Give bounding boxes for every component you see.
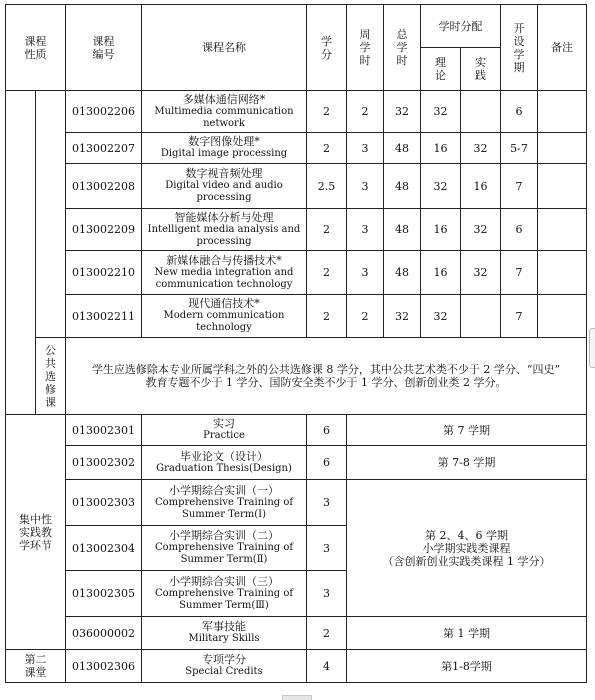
course-code: 013002208 xyxy=(66,164,142,209)
course-weekly: 3 xyxy=(347,133,384,164)
course-remark xyxy=(538,91,587,133)
header-weekly-hours: 周 学 时 xyxy=(347,5,384,91)
side-scroll-handle[interactable] xyxy=(589,328,595,368)
course-semester: 7 xyxy=(501,295,538,338)
table-row xyxy=(6,251,587,295)
course-credit: 6 xyxy=(307,415,347,446)
course-theory: 16 xyxy=(421,133,461,164)
course-name: 小学期综合实训（三） Comprehensive Training of Summer Term(Ⅲ) xyxy=(142,571,307,617)
course-total: 48 xyxy=(384,133,421,164)
bottom-page-strip xyxy=(282,695,312,700)
course-credit: 2 xyxy=(307,133,347,164)
course-weekly: 2 xyxy=(347,91,384,133)
course-code: 013002302 xyxy=(66,446,142,480)
course-weekly: 2 xyxy=(347,295,384,338)
table-row xyxy=(6,209,587,251)
course-code: 013002206 xyxy=(66,91,142,133)
header-code: 课程 编号 xyxy=(66,5,142,91)
course-weekly: 3 xyxy=(347,164,384,209)
course-credit: 3 xyxy=(307,526,347,571)
table-row xyxy=(6,415,587,446)
course-name: 数字视音频处理 Digital video and audio processing xyxy=(142,164,307,209)
table-row xyxy=(6,164,587,209)
course-code: 013002305 xyxy=(66,571,142,617)
course-name: 小学期综合实训（一） Comprehensive Training of Summer Term(Ⅰ) xyxy=(142,480,307,526)
course-credit: 3 xyxy=(307,571,347,617)
course-theory: 32 xyxy=(421,295,461,338)
curriculum-table xyxy=(5,4,587,683)
course-theory: 32 xyxy=(421,91,461,133)
course-remark xyxy=(538,295,587,338)
course-theory: 32 xyxy=(421,164,461,209)
table-row xyxy=(6,650,587,683)
course-code: 013002209 xyxy=(66,209,142,251)
course-code: 013002303 xyxy=(66,480,142,526)
course-name: 专项学分 Special Credits xyxy=(142,650,307,683)
course-weekly: 3 xyxy=(347,251,384,295)
course-semester: 6 xyxy=(501,91,538,133)
course-code: 013002207 xyxy=(66,133,142,164)
header-row xyxy=(6,5,587,48)
course-total: 32 xyxy=(384,91,421,133)
course-practice: 32 xyxy=(461,251,501,295)
course-name: 智能媒体分析与处理 Intelligent media analysis and processing xyxy=(142,209,307,251)
course-semester: 第 1 学期 xyxy=(347,617,587,650)
course-total: 48 xyxy=(384,164,421,209)
header-total-hours: 总 学 时 xyxy=(384,5,421,91)
course-semester: 7 xyxy=(501,251,538,295)
table-row xyxy=(6,91,587,133)
course-semester: 第 7 学期 xyxy=(347,415,587,446)
course-credit: 2 xyxy=(307,209,347,251)
course-practice xyxy=(461,91,501,133)
public-elective-row xyxy=(6,338,587,415)
header-practice: 实 践 xyxy=(461,48,501,91)
course-code: 036000002 xyxy=(66,617,142,650)
second-classroom-label: 第二 课堂 xyxy=(6,650,66,683)
course-remark xyxy=(538,133,587,164)
table-row xyxy=(6,295,587,338)
header-name: 课程名称 xyxy=(142,5,307,91)
course-name: 数字图像处理* Digital image processing xyxy=(142,133,307,164)
header-semester: 开 设 学 期 xyxy=(501,5,538,91)
course-code: 013002210 xyxy=(66,251,142,295)
course-semester: 5-7 xyxy=(501,133,538,164)
course-name: 实习 Practice xyxy=(142,415,307,446)
public-elective-note: 学生应选修除本专业所属学科之外的公共选修课 8 学分，其中公共艺术类不少于 2 学分、“四史” 教育专题不少于 1 学分、国防安全类不少于 1 学分、创新创业类 2 学分。 xyxy=(66,338,587,415)
course-practice: 16 xyxy=(461,164,501,209)
course-theory: 16 xyxy=(421,251,461,295)
course-code: 013002306 xyxy=(66,650,142,683)
course-theory: 16 xyxy=(421,209,461,251)
header-theory: 理 论 xyxy=(421,48,461,91)
course-practice xyxy=(461,295,501,338)
course-remark xyxy=(538,251,587,295)
subcategory-cell-blank xyxy=(36,91,66,338)
course-code: 013002211 xyxy=(66,295,142,338)
course-credit: 2 xyxy=(307,91,347,133)
course-remark xyxy=(538,209,587,251)
course-name: 多媒体通信网络* Multimedia communication network xyxy=(142,91,307,133)
practice-section-label: 集中性 实践教 学环节 xyxy=(6,415,66,650)
course-semester: 7 xyxy=(501,164,538,209)
course-code: 013002301 xyxy=(66,415,142,446)
summer-term-note: 第 2、4、6 学期 小学期实践类课程 （含创新创业实践类课程 1 学分） xyxy=(347,480,587,617)
header-credit: 学 分 xyxy=(307,5,347,91)
course-credit: 3 xyxy=(307,480,347,526)
course-code: 013002304 xyxy=(66,526,142,571)
course-semester: 第1-8学期 xyxy=(347,650,587,683)
course-remark xyxy=(538,164,587,209)
header-hours-split: 学时分配 xyxy=(421,5,501,48)
course-credit: 2.5 xyxy=(307,164,347,209)
course-total: 32 xyxy=(384,295,421,338)
course-name: 现代通信技术* Modern communication technology xyxy=(142,295,307,338)
course-name: 小学期综合实训（二） Comprehensive Training of Summer Term(Ⅱ) xyxy=(142,526,307,571)
course-name: 军事技能 Military Skills xyxy=(142,617,307,650)
course-total: 48 xyxy=(384,209,421,251)
course-credit: 2 xyxy=(307,251,347,295)
course-credit: 6 xyxy=(307,446,347,480)
course-semester: 第 7-8 学期 xyxy=(347,446,587,480)
course-semester: 6 xyxy=(501,209,538,251)
table-row xyxy=(6,133,587,164)
table-row xyxy=(6,446,587,480)
course-practice: 32 xyxy=(461,133,501,164)
table-row xyxy=(6,480,587,526)
course-credit: 4 xyxy=(307,650,347,683)
course-weekly: 3 xyxy=(347,209,384,251)
header-category: 课程 性质 xyxy=(6,5,66,91)
course-total: 48 xyxy=(384,251,421,295)
course-name: 毕业论文（设计） Graduation Thesis(Design) xyxy=(142,446,307,480)
header-remarks: 备注 xyxy=(538,5,587,91)
course-name: 新媒体融合与传播技术* New media integration and communication technology xyxy=(142,251,307,295)
public-elective-label: 公 共 选 修 课 xyxy=(36,338,66,415)
course-practice: 32 xyxy=(461,209,501,251)
category-cell-blank xyxy=(6,91,36,415)
course-credit: 2 xyxy=(307,295,347,338)
table-row xyxy=(6,617,587,650)
course-credit: 2 xyxy=(307,617,347,650)
